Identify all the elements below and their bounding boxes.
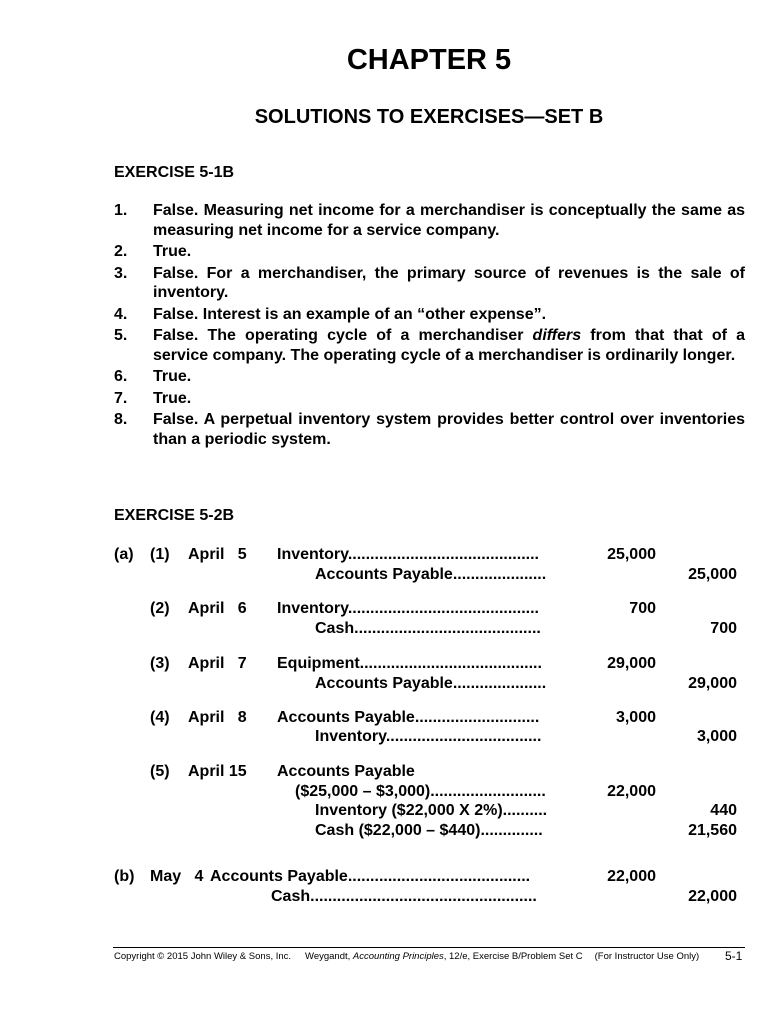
credit-amount: 22,000 xyxy=(688,888,737,905)
credit-account: Inventory................................... xyxy=(315,728,542,745)
footer-copyright: Copyright © 2015 John Wiley & Sons, Inc. xyxy=(114,951,292,962)
entry-number: (2) xyxy=(150,600,170,617)
debit-account: Accounts Payable......................................... xyxy=(210,868,531,885)
credit-amount: 25,000 xyxy=(688,566,737,583)
credit-account: Inventory ($22,000 X 2%).......... xyxy=(315,802,548,819)
credit-amount: 3,000 xyxy=(696,728,737,745)
debit-account: Inventory........................................... xyxy=(277,546,539,563)
debit-amount: 29,000 xyxy=(607,655,656,672)
entry-date: April 5 xyxy=(188,546,247,563)
footer-rule xyxy=(113,947,745,948)
true-false-list xyxy=(114,201,745,451)
item-number: 2. xyxy=(114,243,128,260)
list-item xyxy=(114,305,745,325)
item-text: False. For a merchandiser, the primary source of revenues is the sale of inventory. xyxy=(153,264,745,301)
list-item xyxy=(114,389,745,409)
entry-date: April 15 xyxy=(188,763,247,780)
entry-number: (4) xyxy=(150,709,170,726)
credit-amount: 21,560 xyxy=(688,822,737,839)
list-item xyxy=(114,242,745,262)
credit-amount: 440 xyxy=(710,802,737,819)
item-number: 4. xyxy=(114,305,128,323)
debit-amount: 3,000 xyxy=(615,709,656,726)
footer xyxy=(114,949,743,963)
item-number: 1. xyxy=(114,202,128,219)
entry-number: (3) xyxy=(150,655,170,672)
footer-book-prefix: Weygandt, xyxy=(305,951,353,962)
entry-number: (1) xyxy=(150,546,170,563)
list-item xyxy=(114,201,745,240)
item-number: 3. xyxy=(114,264,128,282)
item-text: False. Measuring net income for a merchandiser is conceptually the same as measuring net income for a service company. xyxy=(153,202,745,239)
item-text-part: from that that of a service company. The operating cycle of a merchandiser is ordinarily longer. xyxy=(153,327,745,364)
item-text: False. A perpetual inventory system provides better control over inventories than a periodic system. xyxy=(153,411,745,448)
footer-instructor-note: (For Instructor Use Only) xyxy=(594,951,700,962)
part-a-label: (a) xyxy=(114,546,134,563)
item-number: 5. xyxy=(114,327,128,344)
exercise-5-1b-heading: EXERCISE 5-1B xyxy=(114,164,235,181)
credit-account: Cash................................................... xyxy=(271,888,537,905)
item-text: True. xyxy=(153,243,192,260)
item-number: 8. xyxy=(114,411,128,428)
item-text-emphasis: differs xyxy=(532,327,582,344)
entry-date: April 6 xyxy=(188,600,247,617)
item-number: 6. xyxy=(114,368,128,385)
item-number: 7. xyxy=(114,389,128,407)
debit-amount: 22,000 xyxy=(607,783,656,800)
footer-book-suffix: , 12/e, Exercise B/Problem Set C xyxy=(443,951,583,962)
credit-amount: 700 xyxy=(710,620,737,637)
debit-amount: 22,000 xyxy=(607,868,656,885)
credit-amount: 29,000 xyxy=(688,675,737,692)
page-number: 5-1 xyxy=(725,949,743,963)
credit-account: Cash ($22,000 – $440).............. xyxy=(315,822,543,839)
entry-date: April 7 xyxy=(188,655,247,672)
item-text-part: False. The operating cycle of a merchandiser xyxy=(153,327,533,344)
debit-account: Inventory........................................... xyxy=(277,600,539,617)
debit-account: Accounts Payable xyxy=(277,763,415,780)
debit-amount: 700 xyxy=(629,600,656,617)
credit-account: Accounts Payable..................... xyxy=(315,566,547,583)
debit-account-detail: ($25,000 – $3,000).......................... xyxy=(295,783,546,800)
item-text: True. xyxy=(153,368,192,385)
item-text: False. Interest is an example of an “other expense”. xyxy=(153,305,547,323)
exercise-5-2b-heading: EXERCISE 5-2B xyxy=(114,507,235,524)
credit-account: Accounts Payable..................... xyxy=(315,675,547,692)
entry-date: April 8 xyxy=(188,709,247,726)
credit-account: Cash.......................................... xyxy=(315,620,541,637)
section-subtitle: SOLUTIONS TO EXERCISES—SET B xyxy=(254,106,604,128)
list-item xyxy=(114,410,745,449)
list-item xyxy=(114,326,745,365)
footer-book-title: Accounting Principles xyxy=(352,951,444,962)
entry-date: May 4 xyxy=(150,868,204,885)
chapter-title: CHAPTER 5 xyxy=(346,44,512,76)
debit-amount: 25,000 xyxy=(607,546,656,563)
debit-account: Equipment......................................... xyxy=(277,655,542,672)
entry-number: (5) xyxy=(150,763,170,780)
list-item xyxy=(114,264,745,303)
list-item xyxy=(114,367,745,387)
debit-account: Accounts Payable............................ xyxy=(277,709,540,726)
item-text xyxy=(153,326,745,365)
item-text: True. xyxy=(153,389,192,407)
part-b-label: (b) xyxy=(114,868,135,885)
